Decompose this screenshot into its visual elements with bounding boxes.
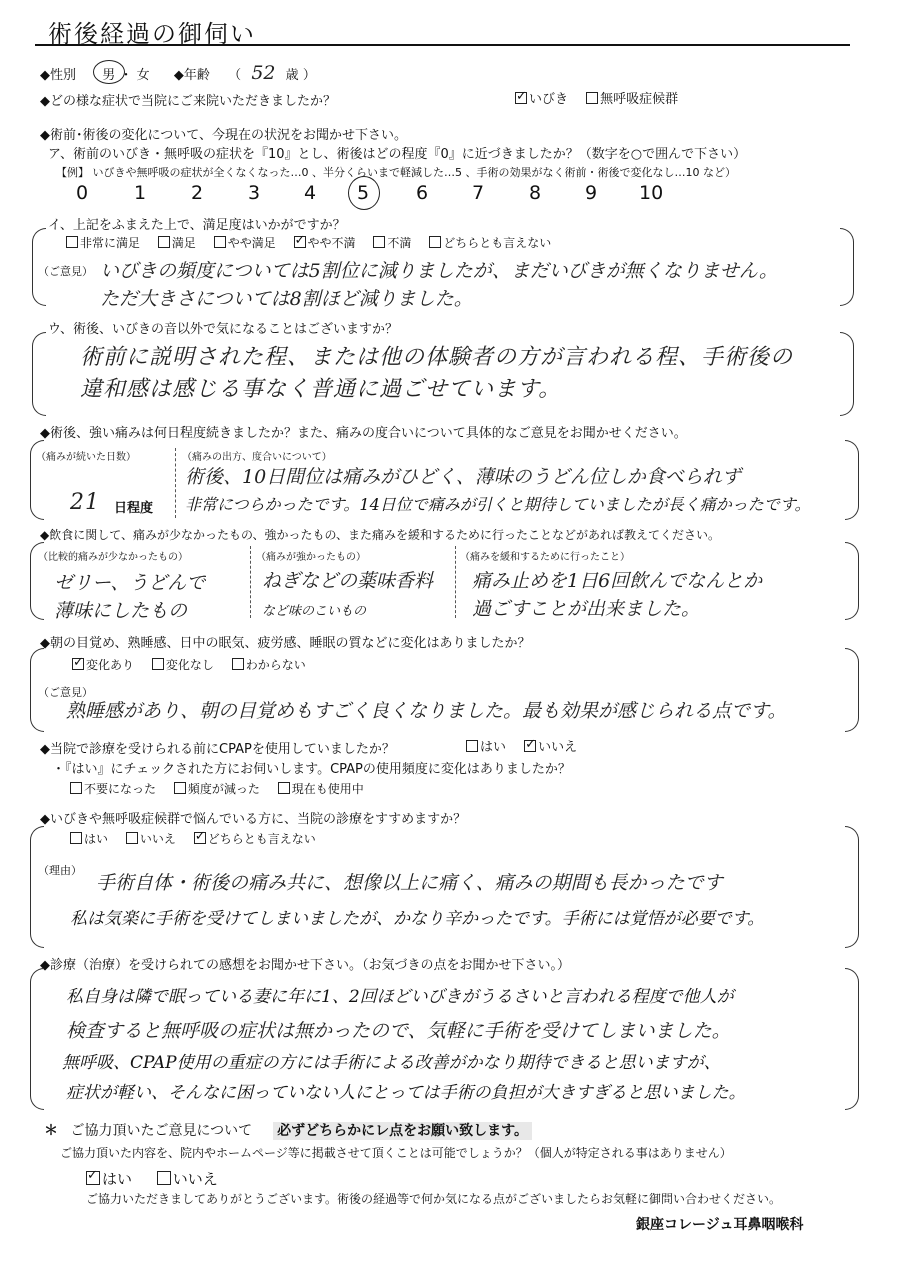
recommend-question: ◆いびきや無呼吸症候群で悩んでいる方に、当院の診療をすすめますか？ <box>40 812 467 827</box>
food-divider-2 <box>455 546 456 618</box>
other-bracket-left <box>32 332 46 416</box>
cpap-yes-label: はい <box>480 740 507 755</box>
impression-answer-4: 症状が軽い、そんなに困っていない人にとっては手術の負担が大きすぎると思いました。 <box>66 1083 746 1103</box>
food-divider-1 <box>250 546 251 618</box>
satisfaction-answer-2: ただ大きさについては8割ほど減りました。 <box>100 288 473 310</box>
impression-answer-1: 私自身は隣で眠っている妻に年に1、2回ほどいびきがうるさいと言われる程度で他人が <box>66 987 734 1007</box>
pain-days-label: （痛みが続いた日数） <box>36 452 136 463</box>
sleep-opt-1: 変化あり <box>86 658 135 672</box>
change-subquestion: ア、術前のいびき・無呼吸の症状を『10』とし、術後はどの程度『0』に近づきましたか？（数字を○で囲んで下さい） <box>48 147 747 162</box>
sleep-opinion-label: （ご意見） <box>38 686 93 699</box>
recommend-reason-label: （理由） <box>38 864 82 877</box>
gender-male: 男 <box>102 64 115 83</box>
sleep-nochange-checkbox[interactable] <box>152 658 164 670</box>
cpap-yes-checkbox[interactable] <box>466 740 478 752</box>
change-question: ◆術前･術後の変化について、今現在の状況をお聞かせ下さい。 <box>40 128 407 143</box>
age-close: ） <box>302 68 316 83</box>
sleep-bracket-right <box>845 648 859 732</box>
recommend-bracket-left <box>30 826 44 948</box>
scale-5[interactable]: 5 <box>357 182 369 204</box>
recommend-opt-3: どちらとも言えない <box>207 832 316 846</box>
other-question: ウ、術後、いびきの音以外で気になることはございますか？ <box>48 322 398 337</box>
cpap-no-label: いいえ <box>538 740 578 755</box>
cpap-still-using-checkbox[interactable] <box>278 782 290 794</box>
scale-4[interactable]: 4 <box>304 182 317 204</box>
sat-opt-1: 非常に満足 <box>80 236 141 250</box>
cpap-question: ◆当院で診療を受けられる前にCPAPを使用していましたか？ <box>40 742 395 757</box>
cpap-sub-opt-2: 頻度が減った <box>187 782 260 796</box>
other-answer-1: 術前に説明された程、または他の体験者の方が言われる程、手術後の <box>80 345 794 370</box>
food-col1-label: （比較的痛みが少なかったもの） <box>38 552 188 563</box>
other-bracket-right <box>840 332 854 416</box>
gender-row <box>40 62 316 84</box>
pain-question: ◆術後、強い痛みは何日程度続きましたか？また、痛みの度合いについて具体的なご意見をお聞かせください。 <box>40 426 687 441</box>
sat-neither-checkbox[interactable] <box>429 236 441 248</box>
sleep-answer: 熟睡感があり、朝の目覚めもすごく良くなりました。最も効果が感じられる点です。 <box>66 700 787 722</box>
impression-answer-2: 検査すると無呼吸の症状は無かったので、気軽に手術を受けてしまいました。 <box>66 1020 731 1042</box>
cpap-options <box>466 736 577 755</box>
cpap-sub-options <box>70 780 364 797</box>
sat-opt-5: 不満 <box>387 236 412 250</box>
symptom-snoring-checkbox[interactable] <box>515 92 527 104</box>
recommend-bracket-right <box>845 826 859 948</box>
pain-answer-1: 術後、10日間位は痛みがひどく、薄味のうどん位しか食べられず <box>185 466 741 488</box>
gender-female: 女 <box>136 68 150 83</box>
symptom-apnea-label: 無呼吸症候群 <box>600 92 679 107</box>
sat-opt-2: 満足 <box>171 236 196 250</box>
recommend-opt-2: いいえ <box>139 832 176 846</box>
footer-star: ＊ <box>44 1123 58 1139</box>
publish-yes-label: はい <box>102 1170 133 1188</box>
symptom-snoring-label: いびき <box>529 92 569 107</box>
sleep-unknown-checkbox[interactable] <box>232 658 244 670</box>
scale-5-circle-mark <box>348 176 380 210</box>
satisfaction-opinion-label: （ご意見） <box>38 265 93 278</box>
publish-no-checkbox[interactable] <box>157 1171 171 1185</box>
cpap-unneeded-checkbox[interactable] <box>70 782 82 794</box>
scale-0[interactable]: 0 <box>76 182 89 204</box>
scale-3[interactable]: 3 <box>248 182 261 204</box>
gender-separator: ・ <box>119 68 133 83</box>
sat-opt-3: やや満足 <box>227 236 276 250</box>
age-value: 52 <box>251 62 276 84</box>
pain-bracket-right <box>845 440 859 520</box>
clinic-name: 銀座コレージュ耳鼻咽喉科 <box>636 1217 804 1233</box>
scale-2[interactable]: 2 <box>191 182 204 204</box>
sat-satisfied-checkbox[interactable] <box>158 236 170 248</box>
age-label: ◆年齢 <box>173 68 210 83</box>
sleep-question: ◆朝の目覚め、熟睡感、日中の眠気、疲労感、睡眠の質などに変化はありましたか？ <box>40 636 531 651</box>
cpap-reduced-checkbox[interactable] <box>174 782 186 794</box>
food-col1-answer-1: ゼリー、うどんで <box>54 572 206 594</box>
age-unit: 歳 <box>285 68 299 83</box>
recommend-answer-2: 私は気楽に手術を受けてしまいましたが、かなり辛かったです。手術には覚悟が必要です。 <box>70 909 765 929</box>
scale-1[interactable]: 1 <box>134 182 147 204</box>
recommend-neither-checkbox[interactable] <box>194 832 206 844</box>
recommend-no-checkbox[interactable] <box>126 832 138 844</box>
food-col3-answer-2: 過ごすことが出来ました。 <box>472 598 701 620</box>
food-col2-label: （痛みが強かったもの） <box>256 552 366 563</box>
satisfaction-question: イ、上記をふまえた上で、満足度はいかがですか？ <box>48 218 346 233</box>
title-underline <box>35 44 850 46</box>
publish-yes-checkbox[interactable] <box>86 1171 100 1185</box>
sleep-opt-3: わからない <box>245 658 306 672</box>
impression-question: ◆診療（治療）を受けられての感想をお聞かせ下さい。（お気づきの点をお聞かせ下さい。） <box>40 958 570 973</box>
cpap-subquestion: ・『はい』にチェックされた方にお伺いします。CPAPの使用頻度に変化はありましたか？ <box>52 762 571 777</box>
sat-somewhat-satisfied-checkbox[interactable] <box>214 236 226 248</box>
publish-no-label: いいえ <box>172 1170 218 1188</box>
cpap-no-checkbox[interactable] <box>524 740 536 752</box>
food-bracket-right <box>845 542 859 620</box>
symptom-apnea-checkbox[interactable] <box>586 92 598 104</box>
change-example: 【例】 いびきや無呼吸の症状が全くなくなった…0 、半分くらいまで軽減した…5 、手術の効果がなく術前・術後で変化なし…10 など） <box>56 166 736 179</box>
scale-7[interactable]: 7 <box>472 182 485 204</box>
food-col2-answer-2: など味のこいもの <box>262 604 367 619</box>
document-title: 術後経過の御伺い <box>48 20 256 48</box>
pain-days-value: 21 <box>70 490 100 515</box>
pain-answer-2: 非常につらかったです。14日位で痛みが引くと期待していましたが長く痛かったです。 <box>185 495 811 514</box>
food-col3-label: （痛みを緩和するために行ったこと） <box>460 552 630 563</box>
scale-10[interactable]: 10 <box>639 182 664 204</box>
symptom-question: ◆どの様な症状で当院にご来院いただきましたか？ <box>40 94 336 109</box>
sat-very-satisfied-checkbox[interactable] <box>66 236 78 248</box>
footer-must-note: 必ずどちらかにレ点をお願い致します。 <box>273 1122 532 1140</box>
impression-answer-3: 無呼吸、CPAP使用の重症の方には手術による改善がかなり期待できると思いますが、 <box>62 1053 721 1073</box>
sat-opt-6: どちらとも言えない <box>443 236 552 250</box>
satisfaction-options <box>66 234 551 251</box>
pain-degree-label: （痛みの出方、度合いについて） <box>182 452 332 463</box>
sat-somewhat-unsatisfied-checkbox[interactable] <box>294 236 306 248</box>
food-col2-answer-1: ねぎなどの薬味香料 <box>262 570 434 592</box>
footer-opinion-title: ご協力頂いたご意見について <box>70 1123 253 1139</box>
footer-thanks: ご協力いただきましてありがとうございます。術後の経過等で何か気になる点がございましたらお気軽に御問い合わせください。 <box>86 1192 782 1206</box>
impression-bracket-right <box>845 968 859 1110</box>
sleep-options <box>72 656 306 673</box>
scale-6[interactable]: 6 <box>416 182 429 204</box>
recommend-opt-1: はい <box>84 832 109 846</box>
recommend-answer-1: 手術自体・術後の痛み共に、想像以上に痛く、痛みの期間も長かったです <box>96 872 723 894</box>
cpap-sub-opt-3: 現在も使用中 <box>291 782 364 796</box>
footer-options <box>86 1168 218 1189</box>
gender-label: ◆性別 <box>40 68 76 83</box>
satisfaction-bracket-right <box>840 228 854 306</box>
sat-unsatisfied-checkbox[interactable] <box>373 236 385 248</box>
scale-9[interactable]: 9 <box>585 182 598 204</box>
pain-divider <box>175 448 176 518</box>
food-col1-answer-2: 薄味にしたもの <box>54 600 188 622</box>
symptom-options <box>515 88 678 107</box>
food-question: ◆飲食に関して、痛みが少なかったもの、強かったもの、また痛みを緩和するために行ったことなどがあれば教えてください。 <box>40 528 721 542</box>
sleep-opt-2: 変化なし <box>165 658 214 672</box>
age-open: （ <box>228 68 242 83</box>
recommend-options <box>70 830 316 847</box>
cpap-sub-opt-1: 不要になった <box>84 782 157 796</box>
pain-days-unit: 日程度 <box>114 501 154 516</box>
recommend-yes-checkbox[interactable] <box>70 832 82 844</box>
other-answer-2: 違和感は感じる事なく普通に過ごせています。 <box>80 377 562 402</box>
footer-question: ご協力頂いた内容を、院内やホームページ等に掲載させて頂くことは可能でしょうか？（個人が特定される事はありません） <box>60 1146 732 1160</box>
sleep-changed-checkbox[interactable] <box>72 658 84 670</box>
impression-bracket-left <box>30 968 44 1110</box>
satisfaction-answer-1: いびきの頻度については5割位に減りましたが、まだいびきが無くなりません。 <box>100 260 778 282</box>
footer-heading <box>44 1120 532 1140</box>
sat-opt-4: やや不満 <box>307 236 356 250</box>
scale-8[interactable]: 8 <box>529 182 542 204</box>
food-col3-answer-1: 痛み止めを1日6回飲んでなんとか <box>472 570 763 592</box>
change-scale <box>64 178 684 210</box>
